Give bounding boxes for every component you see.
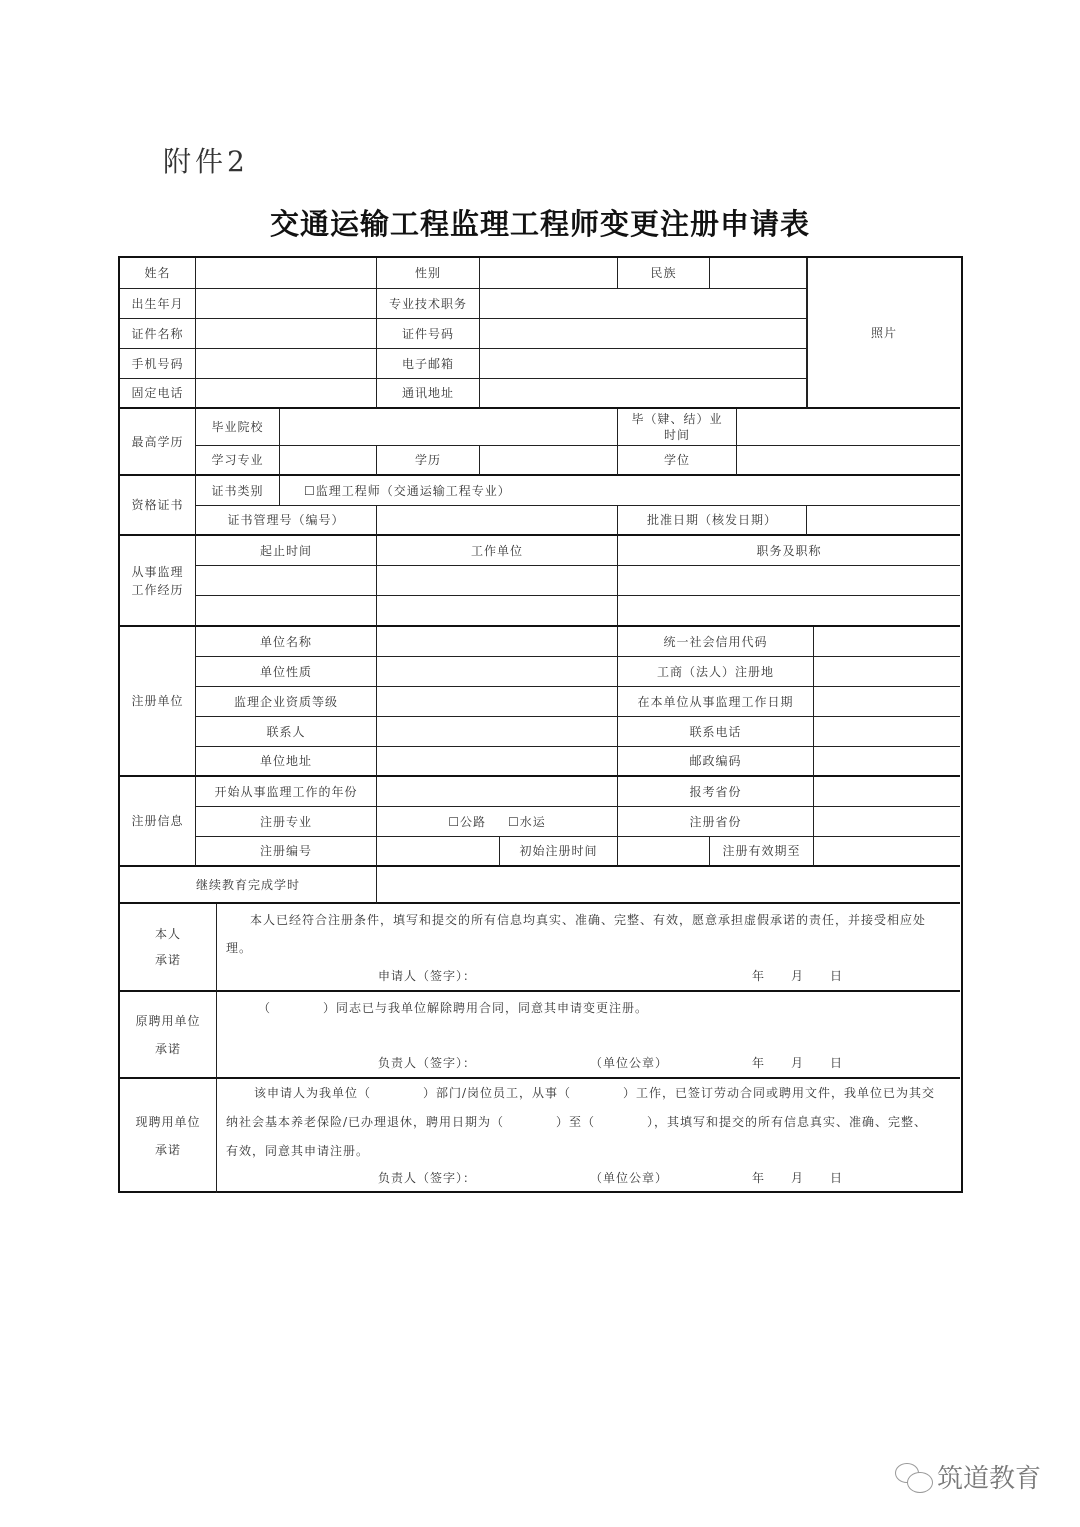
- watermark-text: 筑道教育: [937, 1464, 1042, 1494]
- major-field[interactable]: [280, 446, 377, 476]
- ethnicity-label: 民族: [618, 258, 710, 289]
- current-employer-text-line3: 有效，同意其申请注册。: [226, 1144, 370, 1158]
- grad-time-label-line1: 毕（肄、结）业: [631, 412, 723, 426]
- experience-section-label: [120, 536, 196, 627]
- reg-major-label: 注册专业: [196, 807, 377, 837]
- exp-row1-position[interactable]: [618, 566, 960, 596]
- exp-row1-employer[interactable]: [377, 566, 618, 596]
- grad-time-label-line2: 时间: [663, 428, 690, 442]
- name-field[interactable]: [196, 258, 377, 289]
- cert-date-field[interactable]: [807, 506, 960, 536]
- current-employer-label-line2: 承诺: [154, 1143, 181, 1157]
- id-number-field[interactable]: [480, 319, 807, 349]
- reg-number-label: 注册编号: [196, 837, 377, 867]
- employer-section-label: 注册单位: [120, 627, 196, 777]
- start-year-label: 开始从事监理工作的年份: [196, 777, 377, 807]
- mobile-field[interactable]: [196, 349, 377, 379]
- initial-time-field[interactable]: [618, 837, 710, 867]
- gender-label: 性别: [377, 258, 480, 289]
- exam-province-label: 报考省份: [618, 777, 814, 807]
- photo-box[interactable]: 照片: [807, 258, 960, 409]
- degree-field[interactable]: [737, 446, 960, 476]
- reg-province-label: 注册省份: [618, 807, 814, 837]
- former-employer-date[interactable]: 年 月 日: [752, 1056, 844, 1070]
- current-employer-text-line1: 该申请人为我单位（ ）部门/岗位员工，从事（ ）工作，已签订劳动合同或聘用文件，我单位已为其交: [254, 1086, 936, 1100]
- exp-row2-period[interactable]: [196, 596, 377, 627]
- current-employer-text-line2: 纳社会基本养老保险/已办理退休，聘用日期为（ ）至（ ），其填写和提交的所有信息真实、准确、完整、: [226, 1115, 928, 1129]
- cert-date-label: 批准日期（核发日期）: [618, 506, 807, 536]
- contact-person-label: 联系人: [196, 717, 377, 747]
- start-year-field[interactable]: [377, 777, 618, 807]
- certificate-section-label: 资格证书: [120, 476, 196, 536]
- former-employer-text: （ ）同志已与我单位解除聘用合同，同意其申请变更注册。: [258, 1001, 649, 1015]
- postcode-field[interactable]: [814, 747, 960, 777]
- degree-label: 学位: [618, 446, 737, 476]
- cert-number-label: 证书管理号（编号）: [196, 506, 377, 536]
- major-label: 学习专业: [196, 446, 280, 476]
- applicant-signature[interactable]: 申请人（签字）：: [378, 969, 477, 983]
- mobile-label: 手机号码: [120, 349, 196, 379]
- contact-phone-field[interactable]: [814, 717, 960, 747]
- current-employer-date[interactable]: 年 月 日: [752, 1171, 844, 1185]
- registration-section-label: 注册信息: [120, 777, 196, 867]
- exp-row1-period[interactable]: [196, 566, 377, 596]
- exp-row2-position[interactable]: [618, 596, 960, 627]
- id-number-label: 证件号码: [377, 319, 480, 349]
- former-employer-label-line1: 原聘用单位: [135, 1013, 201, 1028]
- landline-field[interactable]: [196, 379, 377, 409]
- continuing-edu-label: 继续教育完成学时: [120, 867, 377, 904]
- self-pledge-text-line1: 本人已经符合注册条件，填写和提交的所有信息均真实、准确、完整、有效，愿意承担虚假承诺的责任，并接受相应处: [250, 913, 927, 927]
- email-field[interactable]: [480, 349, 807, 379]
- continuing-edu-field[interactable]: [377, 867, 960, 904]
- employer-address-field[interactable]: [377, 747, 618, 777]
- annex-label: 附件2: [163, 145, 249, 178]
- current-employer-signature[interactable]: 负责人（签字）：: [378, 1171, 477, 1185]
- self-pledge-date[interactable]: 年 月 日: [752, 969, 844, 983]
- tech-title-label: 专业技术职务: [377, 289, 480, 319]
- contact-phone-label: 联系电话: [618, 717, 814, 747]
- degree-level-label: 学历: [377, 446, 480, 476]
- wechat-icon: [893, 1461, 933, 1493]
- former-employer-signature[interactable]: 负责人（签字）：: [378, 1056, 477, 1070]
- qualification-grade-label: 监理企业资质等级: [196, 687, 377, 717]
- employer-type-field[interactable]: [377, 657, 618, 687]
- qualification-grade-field[interactable]: [377, 687, 618, 717]
- address-field[interactable]: [480, 379, 807, 409]
- email-label: 电子邮箱: [377, 349, 480, 379]
- former-employer-seal: （单位公章）: [590, 1056, 669, 1070]
- employer-address-label: 单位地址: [196, 747, 377, 777]
- grad-time-label: [618, 409, 737, 446]
- reg-number-field[interactable]: [377, 837, 500, 867]
- valid-until-label: 注册有效期至: [710, 837, 814, 867]
- reg-place-field[interactable]: [814, 657, 960, 687]
- form-title: 交通运输工程监理工程师变更注册申请表: [269, 207, 810, 241]
- cert-number-field[interactable]: [377, 506, 618, 536]
- exp-row2-employer[interactable]: [377, 596, 618, 627]
- current-employer-seal: （单位公章）: [590, 1171, 669, 1185]
- application-form: [118, 256, 963, 1193]
- birth-field[interactable]: [196, 289, 377, 319]
- school-label: 毕业院校: [196, 409, 280, 446]
- cert-type-label: 证书类别: [196, 476, 280, 506]
- work-date-field[interactable]: [814, 687, 960, 717]
- self-pledge-label: [120, 904, 217, 992]
- former-employer-label-line2: 承诺: [154, 1041, 181, 1056]
- self-pledge-label-line2: 承诺: [154, 953, 181, 967]
- reg-place-label: 工商（法人）注册地: [618, 657, 814, 687]
- school-field[interactable]: [280, 409, 618, 446]
- waterway-checkbox[interactable]: ☐水运: [508, 814, 546, 829]
- birth-label: 出生年月: [120, 289, 196, 319]
- tech-title-field[interactable]: [480, 289, 807, 319]
- self-pledge-label-line1: 本人: [154, 927, 181, 941]
- current-employer-label-line1: 现聘用单位: [135, 1115, 201, 1129]
- postcode-label: 邮政编码: [618, 747, 814, 777]
- work-date-label: 在本单位从事监理工作日期: [618, 687, 814, 717]
- experience-label-line2: 工作经历: [131, 582, 184, 597]
- highway-checkbox[interactable]: ☐公路: [448, 814, 486, 829]
- exp-col-position: 职务及职称: [618, 536, 960, 566]
- former-employer-label: [120, 992, 217, 1079]
- watermark: [893, 1458, 1041, 1495]
- name-label: 姓名: [120, 258, 196, 289]
- credit-code-label: 统一社会信用代码: [618, 627, 814, 657]
- employer-type-label: 单位性质: [196, 657, 377, 687]
- contact-person-field[interactable]: [377, 717, 618, 747]
- initial-time-label: 初始注册时间: [500, 837, 618, 867]
- self-pledge-text-line2: 理。: [226, 941, 253, 955]
- exp-col-period: 起止时间: [196, 536, 377, 566]
- exam-province-field[interactable]: [814, 777, 960, 807]
- address-label: 通讯地址: [377, 379, 480, 409]
- ethnicity-field[interactable]: [710, 258, 807, 289]
- valid-until-field[interactable]: [814, 837, 960, 867]
- education-section-label: 最高学历: [120, 409, 196, 476]
- credit-code-field[interactable]: [814, 627, 960, 657]
- grad-time-field[interactable]: [737, 409, 960, 446]
- reg-province-field[interactable]: [814, 807, 960, 837]
- reg-major-options: [377, 807, 618, 837]
- id-type-label: 证件名称: [120, 319, 196, 349]
- experience-label-line1: 从事监理: [131, 564, 184, 579]
- degree-level-field[interactable]: [480, 446, 618, 476]
- gender-field[interactable]: [480, 258, 618, 289]
- landline-label: 固定电话: [120, 379, 196, 409]
- id-type-field[interactable]: [196, 319, 377, 349]
- employer-name-label: 单位名称: [196, 627, 377, 657]
- employer-name-field[interactable]: [377, 627, 618, 657]
- exp-col-employer: 工作单位: [377, 536, 618, 566]
- current-employer-label: [120, 1079, 217, 1193]
- cert-type-checkbox[interactable]: ☐监理工程师（交通运输工程专业）: [280, 476, 960, 506]
